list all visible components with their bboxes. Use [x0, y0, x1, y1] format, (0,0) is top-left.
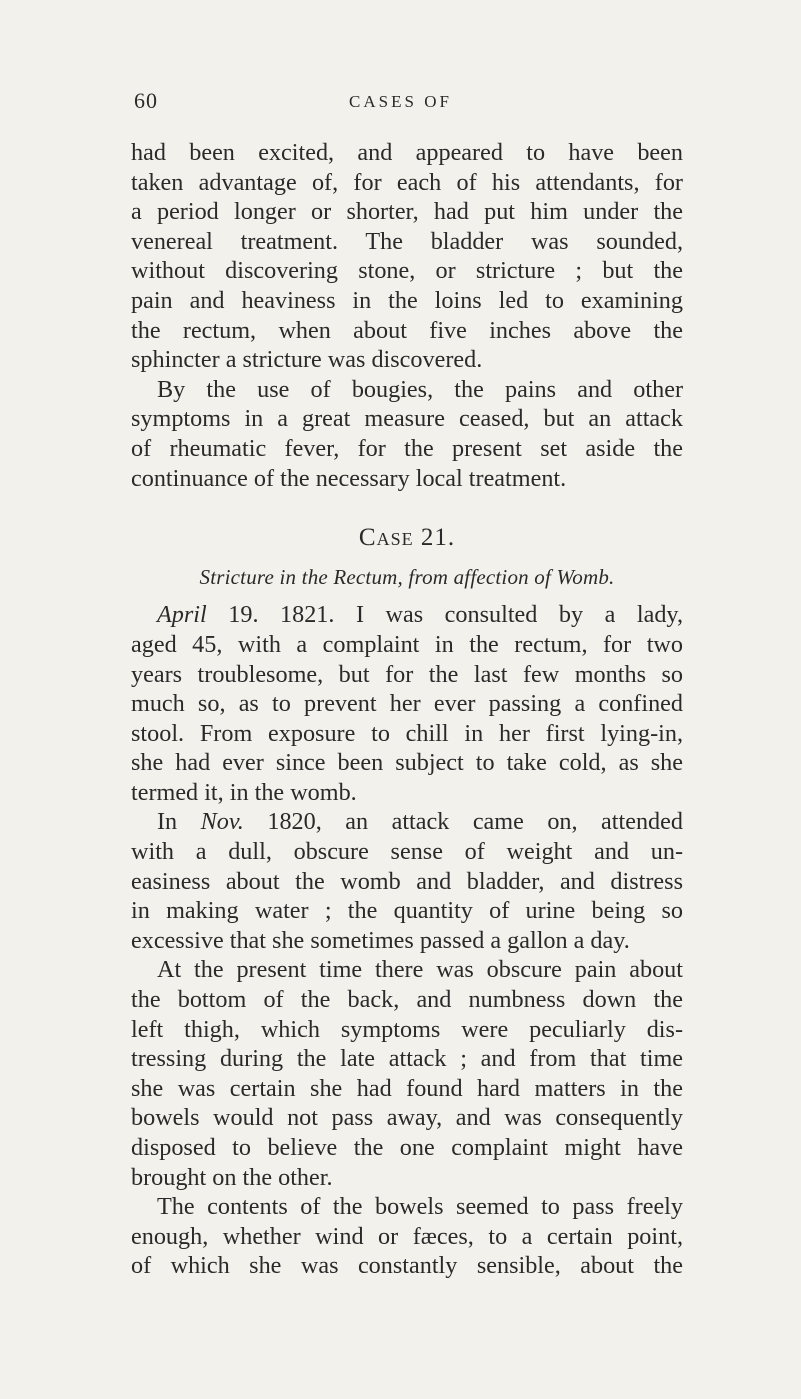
- text-span: 19. 1821. I was consulted by a lady,: [206, 601, 683, 629]
- text-line: the rectum, when about five inches above the: [131, 316, 683, 344]
- text-line: [131, 600, 683, 630]
- text-line: easiness about the womb and bladder, and distress: [131, 867, 683, 895]
- case-heading: Case 21.: [358, 524, 456, 552]
- text-span: 1820, an attack came on, attended: [243, 808, 683, 836]
- page-number: 60: [134, 88, 158, 113]
- paragraph-2: [131, 375, 683, 493]
- text-line: taken advantage of, for each of his attendants, for: [131, 168, 683, 196]
- text-line: bowels would not pass away, and was consequently: [131, 1104, 683, 1132]
- text-line: in making water ; the quantity of urine being so: [131, 897, 683, 925]
- running-head: CASES OF: [349, 92, 452, 111]
- text-line: a period longer or shorter, had put him under the: [131, 198, 683, 226]
- text-line: pain and heaviness in the loins led to examining: [131, 286, 683, 314]
- text-line: without discovering stone, or stricture ; but the: [131, 257, 683, 285]
- text-line: excessive that she sometimes passed a gallon a day.: [131, 926, 630, 954]
- date-month: Nov.: [200, 808, 244, 836]
- text-line: tressing during the late attack ; and from that time: [131, 1045, 683, 1073]
- paragraph-6: [131, 1192, 683, 1281]
- paragraph-4: [131, 807, 683, 955]
- text-line: By the use of bougies, the pains and other: [157, 375, 683, 403]
- text-line: sphincter a stricture was discovered.: [131, 346, 483, 374]
- text-line: aged 45, with a complaint in the rectum, for two: [131, 630, 683, 658]
- text-line: [131, 807, 683, 837]
- text-line: with a dull, obscure sense of weight and un-: [131, 838, 683, 866]
- text-span: In: [157, 808, 201, 836]
- text-line: she had ever since been subject to take cold, as she: [131, 749, 683, 777]
- text-line: years troublesome, but for the last few months so: [131, 660, 683, 688]
- text-line: stool. From exposure to chill in her first lying-in,: [131, 719, 683, 747]
- text-line: At the present time there was obscure pain about: [157, 956, 683, 984]
- body-text: [131, 138, 683, 1281]
- text-line: of rheumatic fever, for the present set aside the: [131, 434, 683, 462]
- page-header: [0, 88, 801, 118]
- text-line: left thigh, which symptoms were peculiarly dis-: [131, 1015, 683, 1043]
- text-line: continuance of the necessary local treatment.: [131, 464, 567, 492]
- paragraph-5: [131, 955, 683, 1192]
- date-month: April: [157, 601, 207, 629]
- text-line: The contents of the bowels seemed to pass freely: [157, 1193, 683, 1221]
- text-line: brought on the other.: [131, 1163, 333, 1191]
- case-subtitle: Stricture in the Rectum, from affection of Womb.: [199, 564, 615, 589]
- text-line: enough, whether wind or fæces, to a certain point,: [131, 1222, 683, 1250]
- text-line: of which she was constantly sensible, about the: [131, 1252, 683, 1280]
- text-line: termed it, in the womb.: [131, 778, 357, 806]
- text-line: the bottom of the back, and numbness down the: [131, 986, 683, 1014]
- text-line: venereal treatment. The bladder was sounded,: [131, 227, 683, 255]
- text-line: much so, as to prevent her ever passing a confined: [131, 690, 683, 718]
- text-line: symptoms in a great measure ceased, but an attack: [131, 405, 683, 433]
- paragraph-3: [131, 600, 683, 807]
- paragraph-1: [131, 138, 683, 375]
- text-line: she was certain she had found hard matters in the: [131, 1074, 683, 1102]
- text-line: disposed to believe the one complaint might have: [131, 1134, 683, 1161]
- text-line: had been excited, and appeared to have been: [131, 139, 683, 166]
